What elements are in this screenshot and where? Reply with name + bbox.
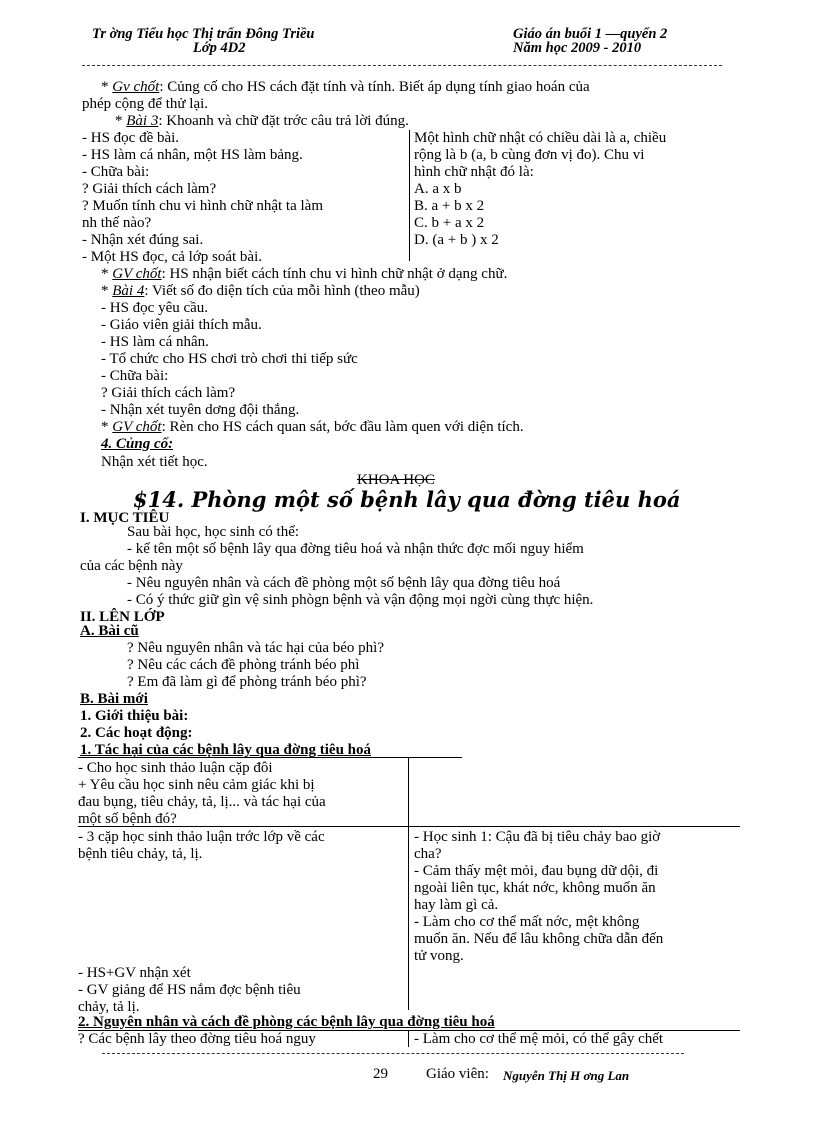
bai-cu-1: ? Nêu các cách đề phòng tránh béo phì <box>127 657 360 673</box>
bai4-line-5: ? Giải thích cách làm? <box>101 385 236 401</box>
gv-chot-1: * Gv chốt: Củng cố cho HS cách đặt tính và tính. Biết áp dụng tính giao hoán của <box>101 79 590 95</box>
table2-divider <box>408 757 409 1010</box>
gioi-thieu-heading: 1. Giới thiệu bài: <box>80 708 189 724</box>
bai-moi-heading: B. Bài mới <box>80 691 148 707</box>
t1-left-6: - Nhận xét đúng sai. <box>82 232 204 248</box>
bai-cu-heading: A. Bài cũ <box>80 623 139 639</box>
gv-chot-2: * GV chốt: HS nhận biết cách tính chu vi hình chữ nhật ở dạng chữ. <box>101 266 508 282</box>
t1-left-4: ? Muốn tính chu vi hình chữ nhật ta làm <box>82 198 324 214</box>
plan-name: Giáo án buổi 1 —quyển 2 <box>513 26 668 42</box>
t3-left-0: ? Các bệnh lây theo đờng tiêu hoá nguy <box>78 1031 316 1047</box>
bai4-line-3: - Tổ chức cho HS chơi trò chơi thi tiếp sức <box>101 351 358 367</box>
nguyen-nhan-heading: 2. Nguyên nhân và cách đề phòng các bệnh lây qua đờng tiêu hoá <box>78 1014 495 1030</box>
t2-left-1: + Yêu cầu học sinh nêu cảm giác khi bị <box>78 777 315 793</box>
bai3-heading: * Bài 3: Khoanh và chữ đặt trớc câu trả lời đúng. <box>115 113 409 129</box>
t1-right-4: B. a + b x 2 <box>414 198 485 214</box>
table2-top-line <box>78 757 462 758</box>
footer-divider <box>102 1053 684 1054</box>
len-lop-heading: II. LÊN LỚP <box>80 609 165 625</box>
t2-right-5: - Làm cho cơ thể mất nớc, mệt không <box>414 914 640 930</box>
bai4-line-0: - HS đọc yêu cầu. <box>101 300 209 316</box>
bai4-line-2: - HS làm cá nhân. <box>101 334 209 350</box>
page-number: 29 <box>373 1066 388 1082</box>
t1-left-2: - Chữa bài: <box>82 164 150 180</box>
tac-hai-heading: 1. Tác hại của các bệnh lây qua đờng tiêu hoá <box>80 742 371 758</box>
muc-tieu-1: - kể tên một số bệnh lây qua đờng tiêu hoá và nhận thức đợc mối nguy hiểm <box>127 541 584 557</box>
t2-left-4: - 3 cặp học sinh thảo luận trớc lớp về các <box>78 829 325 845</box>
t2-right-7: tử vong. <box>414 948 464 964</box>
subject-heading: KHOA HỌC <box>357 472 435 488</box>
bai4-line-1: - Giáo viên giải thích mẫu. <box>101 317 262 333</box>
t1-left-0: - HS đọc đề bài. <box>82 130 180 146</box>
t2-left-bottom-1: - GV giảng để HS nắm đợc bệnh tiêu <box>78 982 301 998</box>
class-name: Lớp 4D2 <box>193 40 246 56</box>
t2-right-3: ngoài liên tục, khát nớc, không muốn ăn <box>414 880 656 896</box>
table3-divider <box>408 1030 409 1047</box>
t2-left-5: bệnh tiêu chảy, tả, lị. <box>78 846 203 862</box>
bai-cu-2: ? Em đã làm gì để phòng tránh béo phì? <box>127 674 367 690</box>
muc-tieu-heading: I. MỤC TIÊU <box>80 510 170 526</box>
table2-row-line <box>78 826 740 827</box>
gv-chot-1-cont: phép cộng để thử lại. <box>82 96 209 112</box>
teacher-label: Giáo viên: <box>426 1066 489 1082</box>
t2-right-1: cha? <box>414 846 442 862</box>
t2-right-6: muốn ăn. Nếu để lâu không chữa dẫn đến <box>414 931 664 947</box>
bai4-line-6: - Nhận xét tuyên dơng đội thắng. <box>101 402 300 418</box>
bai4-heading: * Bài 4: Viết số đo diện tích của mỗi hình (theo mẫu) <box>101 283 420 299</box>
header-divider <box>82 65 722 66</box>
t2-left-2: đau bụng, tiêu chảy, tả, lị... và tác hại của <box>78 794 326 810</box>
cung-co-heading: 4. Củng cố: <box>101 436 174 452</box>
t1-left-7: - Một HS đọc, cả lớp soát bài. <box>82 249 262 265</box>
nhan-xet: Nhận xét tiết học. <box>101 454 208 470</box>
t1-left-3: ? Giải thích cách làm? <box>82 181 217 197</box>
lesson-title: $14. Phòng một số bệnh lây qua đờng tiêu hoá <box>133 487 681 512</box>
t2-left-3: một số bệnh đó? <box>78 811 177 827</box>
t2-right-0: - Học sinh 1: Cậu đã bị tiêu chảy bao giờ <box>414 829 661 845</box>
t3-right-0: - Làm cho cơ thể mệ mỏi, có thể gây chết <box>414 1031 664 1047</box>
t1-right-0: Một hình chữ nhật có chiều dài là a, chiều <box>414 130 667 146</box>
t2-right-4: hay làm gì cả. <box>414 897 499 913</box>
bai-cu-0: ? Nêu nguyên nhân và tác hại của béo phì? <box>127 640 384 656</box>
t1-right-1: rộng là b (a, b cùng đơn vị đo). Chu vi <box>414 147 645 163</box>
t1-right-5: C. b + a x 2 <box>414 215 485 231</box>
t1-left-1: - HS làm cá nhân, một HS làm bảng. <box>82 147 303 163</box>
hoat-dong-heading: 2. Các hoạt động: <box>80 725 193 741</box>
muc-tieu-0: Sau bài học, học sinh có thể: <box>127 524 300 540</box>
t2-right-2: - Cảm thấy mệt mỏi, đau bụng dữ dội, đi <box>414 863 659 879</box>
muc-tieu-3: - Nêu nguyên nhân và cách đề phòng một số bệnh lây qua đờng tiêu hoá <box>127 575 561 591</box>
muc-tieu-2: của các bệnh này <box>80 558 183 574</box>
t1-left-5: nh thế nào? <box>82 215 152 231</box>
bai4-line-4: - Chữa bài: <box>101 368 169 384</box>
table1-divider <box>409 130 410 261</box>
t2-left-bottom-0: - HS+GV nhận xét <box>78 965 191 981</box>
teacher-name: Nguyễn Thị H ơng Lan <box>503 1068 630 1083</box>
gv-chot-3: * GV chốt: Rèn cho HS cách quan sát, bớc đầu làm quen với diện tích. <box>101 419 524 435</box>
school-year: Năm học 2009 - 2010 <box>513 40 642 56</box>
muc-tieu-4: - Có ý thức giữ gìn vệ sinh phògn bệnh và vận động mọi ngời cùng thực hiện. <box>127 592 594 608</box>
t1-right-6: D. (a + b ) x 2 <box>414 232 499 248</box>
t1-right-2: hình chữ nhật đó là: <box>414 164 534 180</box>
t2-left-bottom-2: chảy, tả lị. <box>78 999 140 1015</box>
school-name: Tr ờng Tiểu học Thị trấn Đông Triều <box>92 26 315 42</box>
t1-right-3: A. a x b <box>414 181 462 197</box>
t2-left-0: - Cho học sinh thảo luận cặp đôi <box>78 760 273 776</box>
